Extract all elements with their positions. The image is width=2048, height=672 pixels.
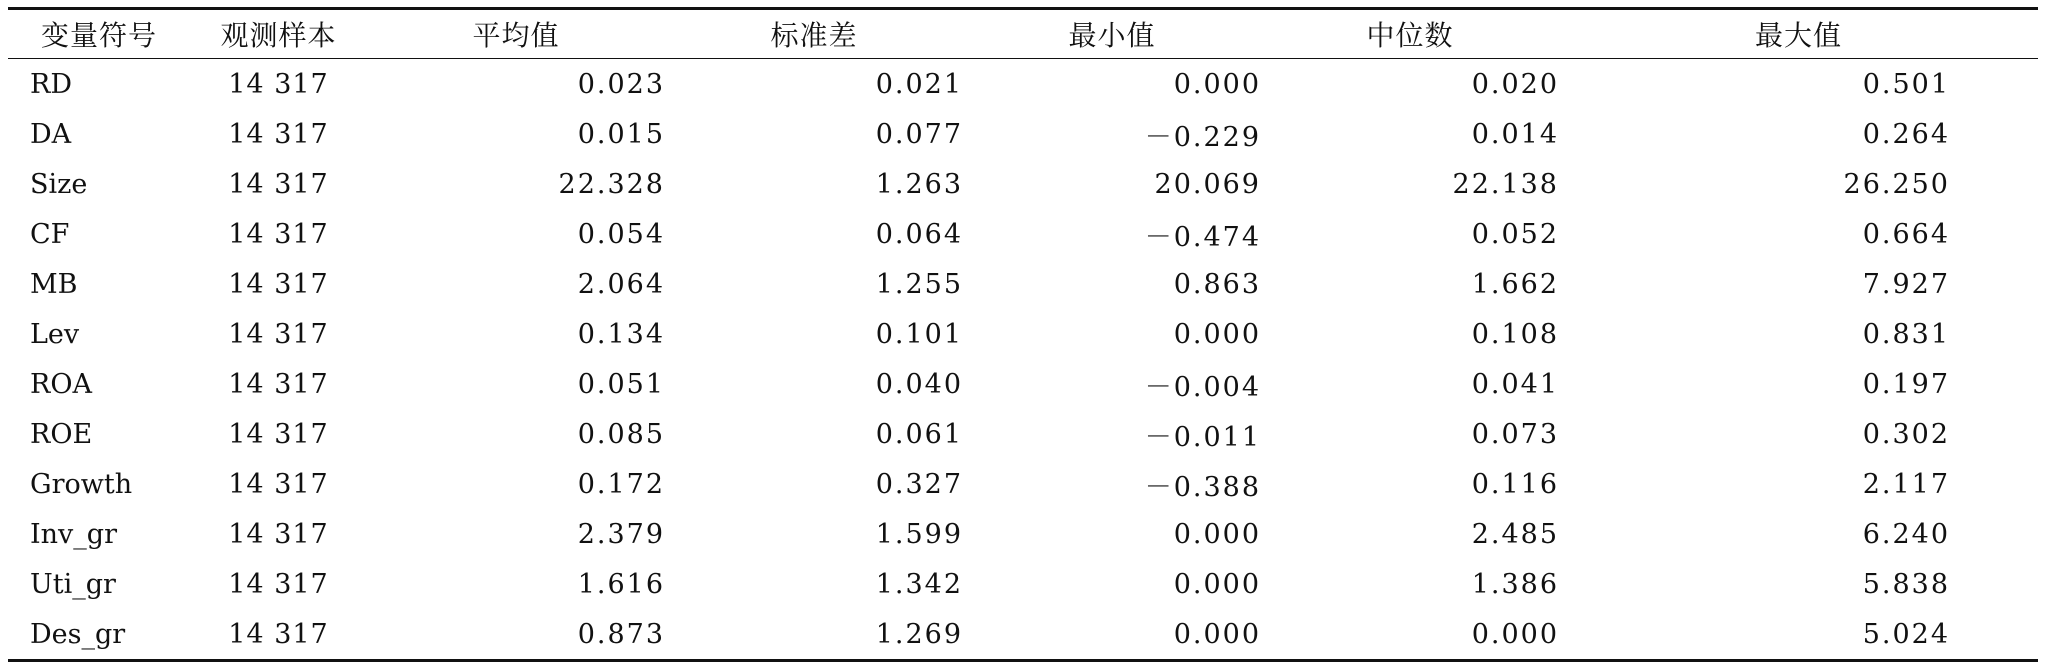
cell-variable: Size xyxy=(30,168,88,200)
table-header xyxy=(8,9,2038,59)
cell-median: 0.014 xyxy=(1471,118,1559,150)
cell-min: －0.474 xyxy=(1144,221,1261,253)
cell-mean: 0.085 xyxy=(577,418,665,450)
cell-mean: 22.328 xyxy=(558,168,665,200)
cell-min: 0.000 xyxy=(1173,568,1261,600)
header-observations: 观测样本 xyxy=(190,9,367,59)
cell-median: 0.000 xyxy=(1471,618,1559,650)
header-max: 最大值 xyxy=(1559,9,2038,59)
cell-mean: 0.873 xyxy=(577,618,665,650)
cell-min: －0.004 xyxy=(1144,371,1261,403)
cell-observations: 14 317 xyxy=(228,368,329,400)
cell-observations: 14 317 xyxy=(228,118,329,150)
cell-median: 0.041 xyxy=(1471,368,1559,400)
header-median: 中位数 xyxy=(1261,9,1559,59)
cell-min: 0.000 xyxy=(1173,318,1261,350)
cell-observations: 14 317 xyxy=(228,68,329,100)
cell-std: 1.269 xyxy=(875,618,963,650)
descriptive-statistics-table xyxy=(8,7,2038,662)
header-variable: 变量符号 xyxy=(8,9,190,59)
cell-observations: 14 317 xyxy=(228,568,329,600)
cell-std: 0.077 xyxy=(875,118,963,150)
cell-min: 0.000 xyxy=(1173,68,1261,100)
cell-observations: 14 317 xyxy=(228,468,329,500)
cell-median: 0.020 xyxy=(1471,68,1559,100)
cell-min: 20.069 xyxy=(1154,168,1261,200)
cell-median: 1.662 xyxy=(1471,268,1559,300)
cell-std: 1.263 xyxy=(875,168,963,200)
cell-mean: 0.134 xyxy=(577,318,665,350)
cell-observations: 14 317 xyxy=(228,268,329,300)
cell-max: 26.250 xyxy=(1843,168,1950,200)
cell-max: 7.927 xyxy=(1862,268,1950,300)
cell-min: －0.388 xyxy=(1144,471,1261,503)
cell-max: 0.302 xyxy=(1862,418,1950,450)
cell-variable: Lev xyxy=(30,318,80,350)
cell-std: 1.255 xyxy=(875,268,963,300)
cell-median: 0.108 xyxy=(1471,318,1559,350)
cell-std: 0.040 xyxy=(875,368,963,400)
cell-observations: 14 317 xyxy=(228,618,329,650)
cell-min: －0.011 xyxy=(1144,421,1261,453)
cell-variable: CF xyxy=(30,218,70,250)
header-row xyxy=(8,9,2038,59)
cell-mean: 0.051 xyxy=(577,368,665,400)
cell-mean: 0.015 xyxy=(577,118,665,150)
cell-max: 6.240 xyxy=(1862,518,1950,550)
table-row xyxy=(8,259,2038,309)
cell-median: 0.073 xyxy=(1471,418,1559,450)
cell-min: 0.000 xyxy=(1173,518,1261,550)
cell-median: 0.116 xyxy=(1471,468,1559,500)
cell-variable: Uti_gr xyxy=(30,568,116,600)
table-row xyxy=(8,59,2038,110)
cell-variable: MB xyxy=(30,268,78,300)
cell-std: 0.101 xyxy=(875,318,963,350)
cell-median: 22.138 xyxy=(1452,168,1559,200)
cell-median: 1.386 xyxy=(1471,568,1559,600)
table-row xyxy=(8,359,2038,409)
cell-mean: 0.172 xyxy=(577,468,665,500)
cell-min: 0.863 xyxy=(1173,268,1261,300)
cell-std: 0.061 xyxy=(875,418,963,450)
cell-variable: ROE xyxy=(30,418,93,450)
table-row xyxy=(8,559,2038,609)
cell-observations: 14 317 xyxy=(228,318,329,350)
table-row xyxy=(8,209,2038,259)
cell-min: 0.000 xyxy=(1173,618,1261,650)
cell-variable: Des_gr xyxy=(30,618,126,650)
cell-std: 1.599 xyxy=(875,518,963,550)
table-row xyxy=(8,509,2038,559)
header-mean: 平均值 xyxy=(367,9,665,59)
cell-max: 0.664 xyxy=(1862,218,1950,250)
cell-observations: 14 317 xyxy=(228,518,329,550)
cell-median: 2.485 xyxy=(1471,518,1559,550)
table-row xyxy=(8,459,2038,509)
cell-mean: 1.616 xyxy=(577,568,665,600)
cell-variable: Growth xyxy=(30,468,133,500)
cell-max: 5.024 xyxy=(1862,618,1950,650)
cell-observations: 14 317 xyxy=(228,218,329,250)
cell-observations: 14 317 xyxy=(228,168,329,200)
cell-max: 0.501 xyxy=(1862,68,1950,100)
table-row xyxy=(8,609,2038,661)
cell-mean: 0.023 xyxy=(577,68,665,100)
cell-mean: 2.064 xyxy=(577,268,665,300)
cell-std: 0.327 xyxy=(875,468,963,500)
cell-max: 0.264 xyxy=(1862,118,1950,150)
table-row xyxy=(8,309,2038,359)
table-row xyxy=(8,409,2038,459)
cell-std: 0.021 xyxy=(875,68,963,100)
header-std: 标准差 xyxy=(665,9,963,59)
table-row xyxy=(8,109,2038,159)
table-body xyxy=(8,59,2038,661)
cell-variable: RD xyxy=(30,68,72,100)
header-min: 最小值 xyxy=(963,9,1261,59)
descriptive-statistics-table-container xyxy=(8,7,2038,662)
cell-observations: 14 317 xyxy=(228,418,329,450)
cell-mean: 2.379 xyxy=(577,518,665,550)
cell-max: 0.197 xyxy=(1862,368,1950,400)
cell-variable: Inv_gr xyxy=(30,518,117,550)
table-row xyxy=(8,159,2038,209)
cell-max: 0.831 xyxy=(1862,318,1950,350)
cell-variable: ROA xyxy=(30,368,92,400)
cell-variable: DA xyxy=(30,118,72,150)
cell-mean: 0.054 xyxy=(577,218,665,250)
cell-std: 0.064 xyxy=(875,218,963,250)
cell-max: 5.838 xyxy=(1862,568,1950,600)
cell-max: 2.117 xyxy=(1862,468,1950,500)
cell-std: 1.342 xyxy=(875,568,963,600)
cell-min: －0.229 xyxy=(1144,121,1261,153)
cell-median: 0.052 xyxy=(1471,218,1559,250)
